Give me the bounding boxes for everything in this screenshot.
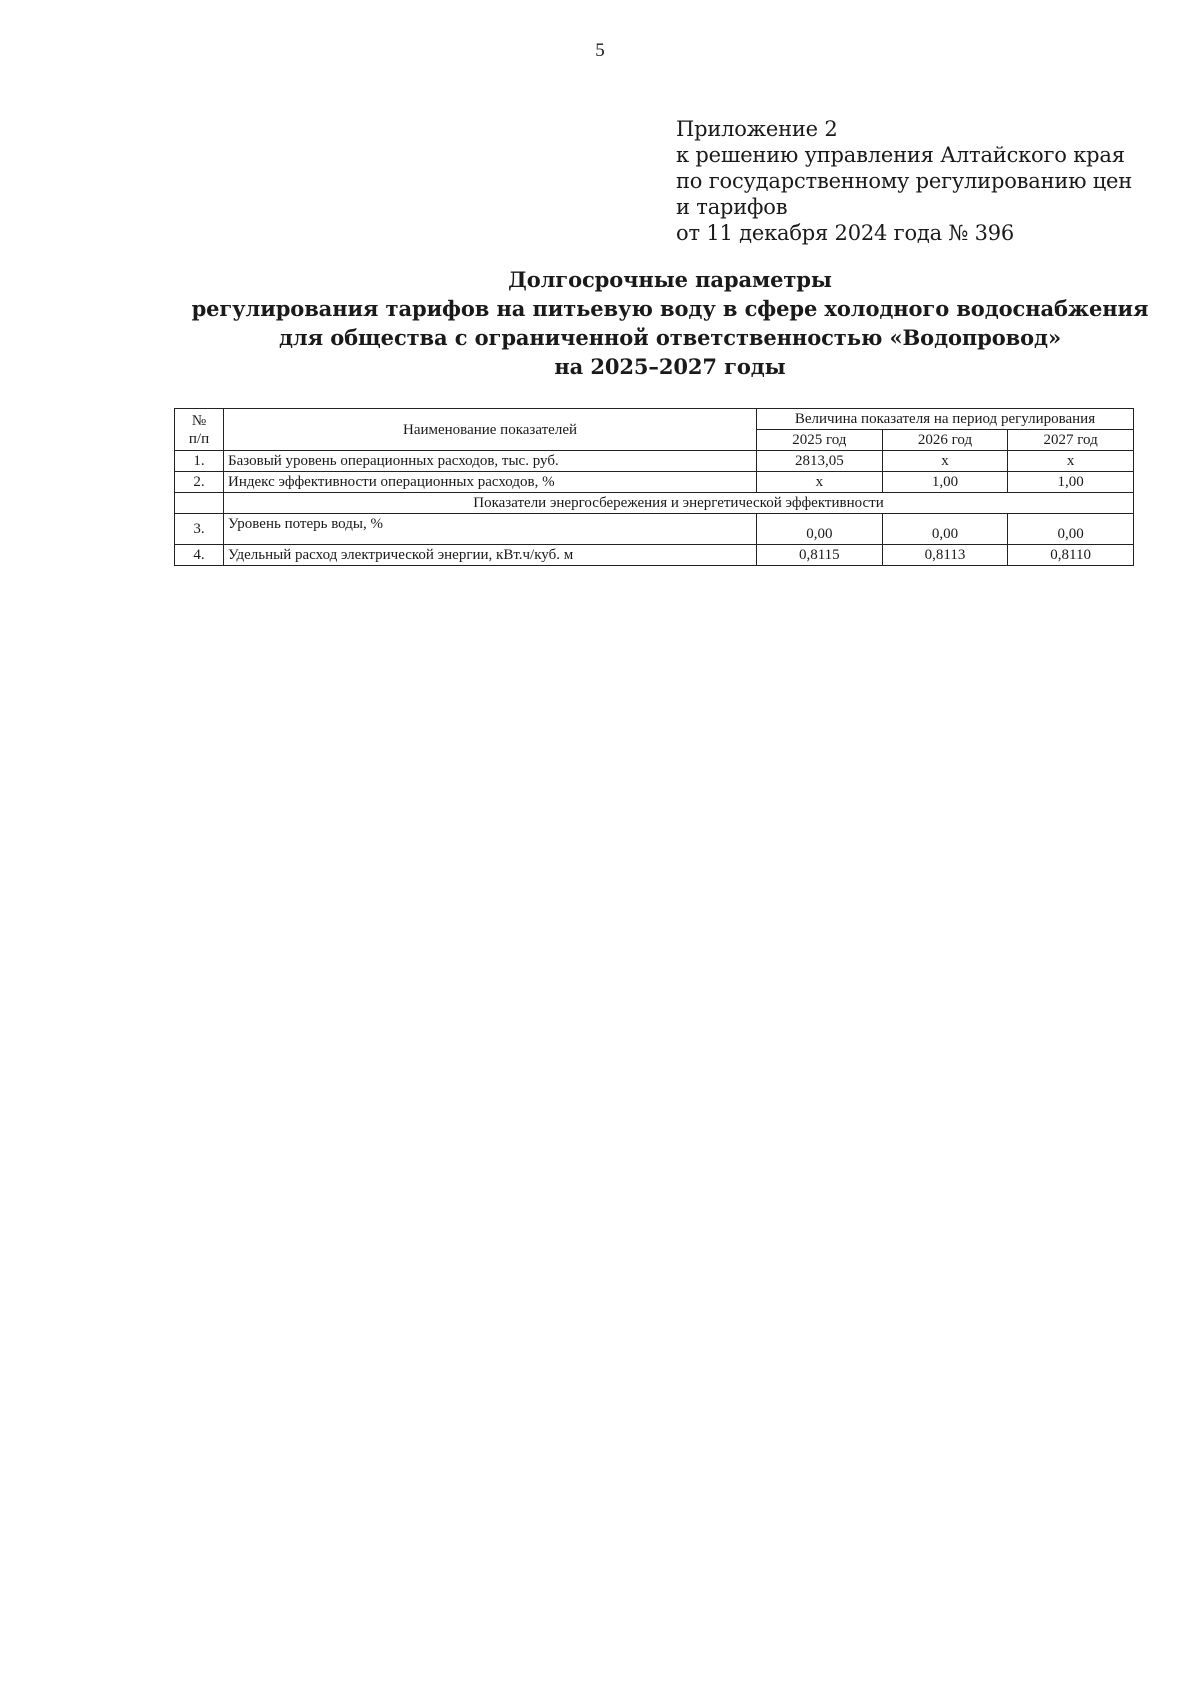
- title-line: для общества с ограниченной ответственностью «Водопровод»: [279, 325, 1061, 350]
- row-value: 2813,05: [757, 451, 883, 472]
- table-row: [175, 545, 1134, 566]
- row-number: 1.: [175, 451, 224, 472]
- header-number: [175, 409, 224, 451]
- header-year: 2025 год: [757, 430, 883, 451]
- header-year: 2026 год: [882, 430, 1008, 451]
- row-name: Удельный расход электрической энергии, кВт.ч/куб. м: [224, 545, 757, 566]
- row-value: 0,00: [757, 514, 883, 545]
- row-number: 4.: [175, 545, 224, 566]
- row-name: Уровень потерь воды, %: [224, 514, 757, 545]
- row-value: 0,8113: [882, 545, 1008, 566]
- row-value: 1,00: [882, 472, 1008, 493]
- row-value: x: [882, 451, 1008, 472]
- row-value: 0,00: [882, 514, 1008, 545]
- table-row: [175, 472, 1134, 493]
- table-section-row: [175, 493, 1134, 514]
- title-line: Долгосрочные параметры: [508, 267, 832, 292]
- table-row: [175, 514, 1134, 545]
- row-value: 0,00: [1008, 514, 1134, 545]
- header-indicator-name: Наименование показателей: [224, 409, 757, 451]
- section-heading: Показатели энергосбережения и энергетической эффективности: [224, 493, 1134, 514]
- page-number: 5: [595, 40, 605, 61]
- parameters-table: [174, 408, 1134, 566]
- appendix-line: Приложение 2: [676, 117, 838, 141]
- row-number: 2.: [175, 472, 224, 493]
- appendix-line: и тарифов: [676, 195, 788, 219]
- appendix-line: от 11 декабря 2024 года № 396: [676, 221, 1015, 245]
- table-row: [175, 451, 1134, 472]
- appendix-block: [676, 116, 1132, 246]
- appendix-line: по государственному регулированию цен: [676, 169, 1133, 193]
- header-year: 2027 год: [1008, 430, 1134, 451]
- row-number: 3.: [175, 514, 224, 545]
- header-number-abbr: п/п: [188, 430, 210, 447]
- title-line: на 2025–2027 годы: [554, 354, 786, 379]
- row-name: Базовый уровень операционных расходов, тыс. руб.: [224, 451, 757, 472]
- table-header-row: [175, 409, 1134, 430]
- header-value-group: Величина показателя на период регулирования: [757, 409, 1134, 430]
- row-value: 0,8110: [1008, 545, 1134, 566]
- row-value: x: [757, 472, 883, 493]
- row-name: Индекс эффективности операционных расходов, %: [224, 472, 757, 493]
- appendix-line: к решению управления Алтайского края: [676, 143, 1125, 167]
- header-number-symbol: №: [191, 412, 207, 429]
- title-line: регулирования тарифов на питьевую воду в сфере холодного водоснабжения: [191, 296, 1149, 321]
- row-value: x: [1008, 451, 1134, 472]
- section-empty-cell: [175, 493, 224, 514]
- row-value: 0,8115: [757, 545, 883, 566]
- row-value: 1,00: [1008, 472, 1134, 493]
- document-title: [0, 265, 1200, 381]
